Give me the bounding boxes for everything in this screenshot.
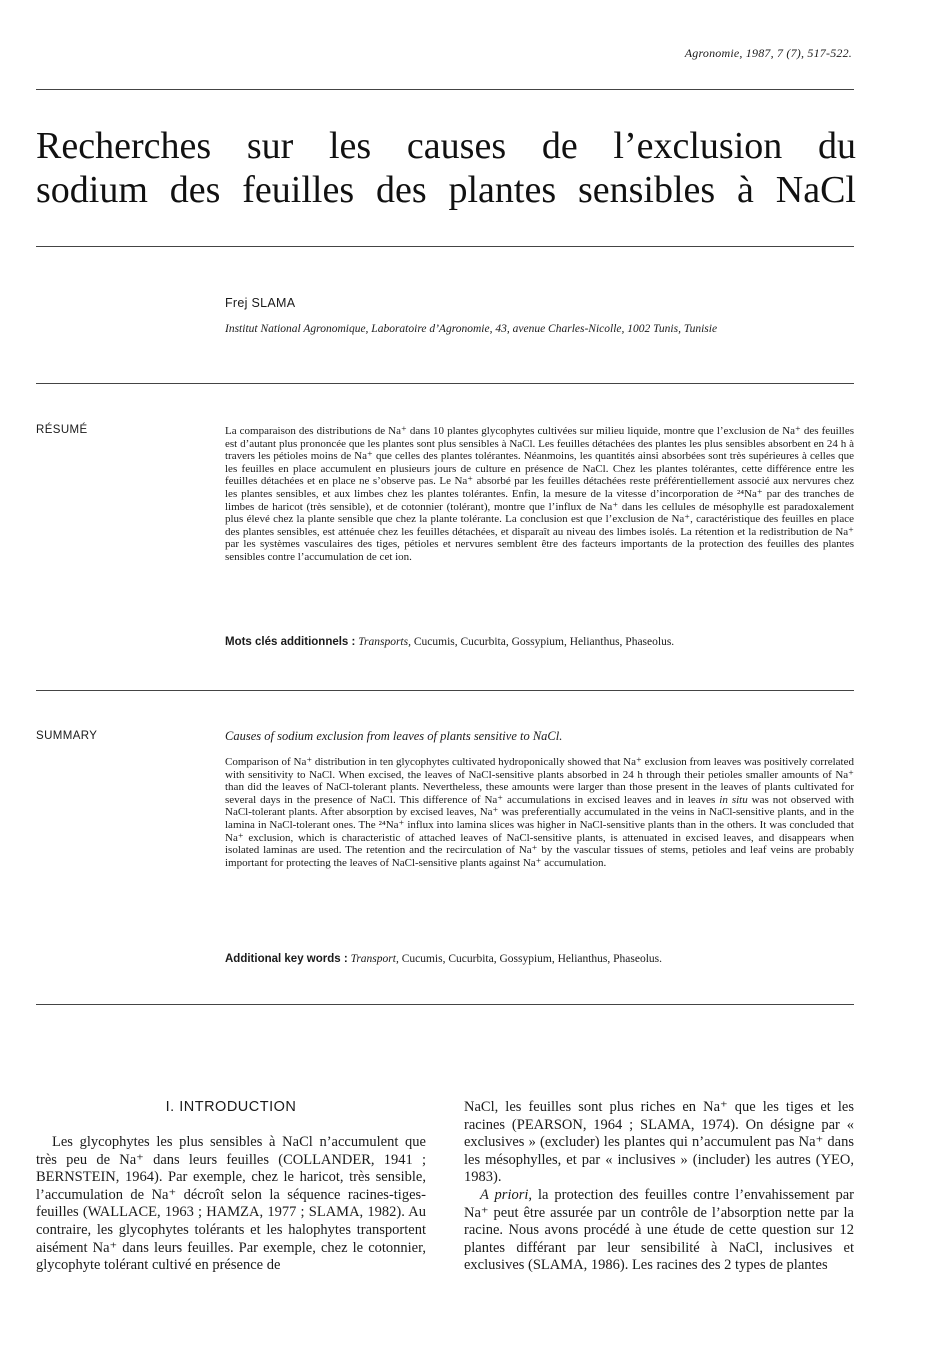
summary-keywords-italic: Transport,	[350, 953, 399, 965]
introduction-left-column	[36, 1134, 426, 1275]
summary-text-part2: was not observed with NaCl-tolerant plants. After absorption by excised leaves, Na⁺ was preferentially accumulated in the veins in NaCl-sensitive plants, and in the lamina in NaCl-tolerant ones. The ²⁴Na⁺ influx into lamina slices was higher in NaCl-sensitive plants than in the others. It was concluded that Na⁺ exclusion, which is characteristic of attached leaves of NaCl-sensitive plants, is attenuated in excised leaves, and disappears when isolated laminas are used. The retention and the recirculation of Na⁺ by the vascular tissues of stems, petioles and leaf veins are probably important for protecting the leaves of NaCl-sensitive plants against Na⁺ accumulation.	[225, 793, 855, 869]
summary-title: Causes of sodium exclusion from leaves of plants sensitive to NaCl.	[225, 729, 563, 743]
introduction-right-paragraph-1: NaCl, les feuilles sont plus riches en Na⁺ que les tiges et les racines (PEARSON, 1964 ; SLAMA, 1974). On désigne par « exclusives » (excluder) les plantes qui n’accumulent pas Na⁺ dans les mésophylles, et par « inclusives » (includer) les autres (YEO, 1983).	[464, 1099, 854, 1186]
summary-label: SUMMARY	[36, 730, 98, 742]
resume-keywords	[225, 636, 674, 648]
summary-text-part1: Comparison of Na⁺ distribution in ten glycophytes cultivated hydroponically showed that Na⁺ exclusion from leaves was positively correlated with sensitivity to NaCl. When excised, the leaves of NaCl-sensitive plants absorbed in 24 h through their petioles smaller amounts of Na⁺ than did the leaves of NaCl-tolerant plants. Nevertheless, these amounts were larger than those present in the leaves of plants cultivated for several days in the presence of NaCl. This difference of Na⁺ accumulations in excised leaves and in leaves	[225, 756, 854, 806]
resume-keywords-list: Cucumis, Cucurbita, Gossypium, Helianthus, Phaseolus.	[410, 636, 675, 648]
title-rule	[36, 246, 854, 247]
summary-keywords	[225, 953, 662, 965]
introduction-right-paragraph-2-italic: A priori,	[480, 1186, 533, 1203]
summary-rule	[36, 1004, 854, 1005]
resume-keywords-label: Mots clés additionnels :	[225, 636, 356, 648]
introduction-right-paragraph-2	[464, 1187, 854, 1275]
author-name: Frej SLAMA	[225, 296, 296, 310]
header-rule	[36, 89, 854, 90]
resume-keywords-italic: Transports,	[358, 636, 411, 648]
summary-text	[225, 756, 854, 869]
resume-label: RÉSUMÉ	[36, 424, 88, 436]
summary-keywords-list: Cucumis, Cucurbita, Gossypium, Helianthus, Phaseolus.	[398, 953, 663, 965]
author-rule	[36, 383, 854, 384]
title-line-1: Recherches sur les causes de l’exclusion du	[36, 125, 856, 167]
introduction-left-paragraph: Les glycophytes les plus sensibles à NaCl n’accumulent que très peu de Na⁺ dans leurs feuilles (COLLANDER, 1941 ; BERNSTEIN, 1964). Par exemple, chez le haricot, très sensible, l’accumulation de Na⁺ décroît selon la séquence racines-tiges-feuilles (WALLACE, 1963 ; HAMZA, 1977 ; SLAMA, 1982). Au contraire, les glycophytes tolérants et les halophytes transportent aisément Na⁺ dans leurs feuilles. Par exemple, chez le cotonnier, glycophyte tolérant cultivé en présence de	[36, 1134, 426, 1274]
resume-text: La comparaison des distributions de Na⁺ dans 10 plantes glycophytes cultivées sur milieu liquide, montre que l’exclusion de Na⁺ des feuilles est d’autant plus prononcée que les plantes sont plus sensibles à NaCl. Les feuilles détachées des plantes les plus sensibles absorbent en 24 h à travers les pétioles moins de Na⁺ que celles des plantes tolérantes. Néanmoins, les quantités ainsi absorbées sont très supérieures à celles que les feuilles en place accumulent en plusieurs jours de culture en présence de NaCl. Chez les plantes tolérantes, cette différence entre les feuilles détachées et en place ne s’observe pas. Le Na⁺ absorbé par les feuilles détachées reste préférentiellement associé aux nervures chez les plantes sensibles, et aux limbes chez les plantes tolérantes. Enfin, la mesure de la vitesse d’incorporation de ²⁴Na⁺ par des tranches de limbes de haricot (très sensible), et de cotonnier (tolérant), montre que l’influx de Na⁺ dans les cellules de mésophylle est paradoxalement plus élevé chez la plante sensible que chez la plante tolérante. La conclusion est que l’exclusion de Na⁺, caractéristique des feuilles en place des plantes sensibles, est atténuée chez les feuilles détachées, et disparaît au niveau des limbes isolés. La rétention et la redistribution de Na⁺ par les systèmes vasculaires des tiges, pétioles et nervures semblent être des facteurs importants de la protection des feuilles des plantes sensibles contre l’accumulation de cet ion.	[225, 425, 854, 563]
introduction-right-column	[464, 1099, 854, 1275]
summary-keywords-label: Additional key words :	[225, 953, 348, 965]
introduction-right-paragraph-2-text: la protection des feuilles contre l’envahissement par Na⁺ peut être assurée par un contrôle de l’absorption nette par la racine. Nous avons procédé à une étude de cette question sur 12 plantes différant par leur sensibilité à NaCl, inclusives et exclusives (SLAMA, 1986). Les racines des 2 types de plantes	[464, 1186, 854, 1274]
article-title	[36, 124, 856, 212]
introduction-heading: I. INTRODUCTION	[165, 1099, 297, 1115]
resume-rule	[36, 690, 854, 691]
journal-citation: Agronomie, 1987, 7 (7), 517-522.	[684, 46, 852, 60]
summary-text-italic: in situ	[719, 793, 748, 806]
title-line-2: sodium des feuilles des plantes sensibles à NaCl	[36, 169, 856, 211]
author-affiliation: Institut National Agronomique, Laboratoire d’Agronomie, 43, avenue Charles-Nicolle, 1002 Tunis, Tunisie	[225, 323, 718, 335]
